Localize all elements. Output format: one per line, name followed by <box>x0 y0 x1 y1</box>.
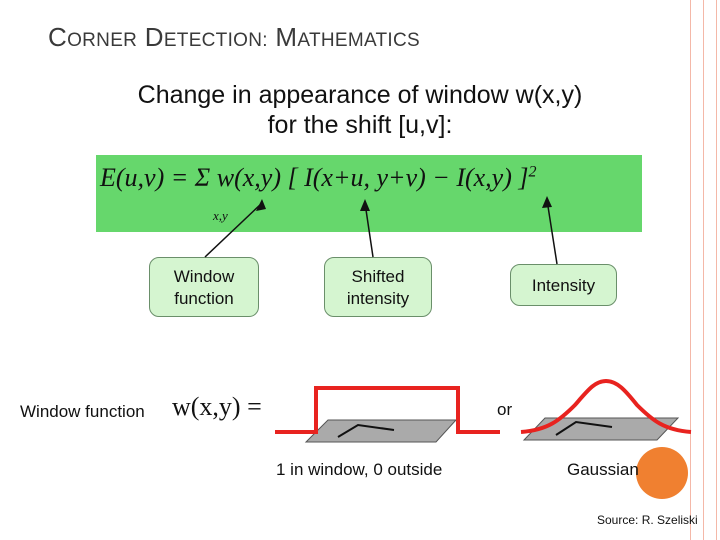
pointer-window <box>205 203 262 257</box>
equation-text: E(u,v) = Σ w(x,y) [ I(x+u, y+v) − I(x,y) ] <box>100 163 529 192</box>
bubble-label: Window <box>173 267 235 286</box>
source-credit: Source: R. Szeliski <box>597 513 698 527</box>
arrowhead-shifted <box>360 199 370 211</box>
box-window-plane <box>306 420 456 442</box>
window-function-label: Window function <box>20 402 145 421</box>
gaussian-caption: Gaussian <box>567 460 639 479</box>
arrowhead-window <box>256 199 266 211</box>
bubble-label: function <box>174 289 234 308</box>
bubble-label: Shifted <box>351 267 405 286</box>
subtitle-line-2: for the shift [u,v]: <box>267 111 453 139</box>
pointer-intensity <box>547 200 557 264</box>
bubble-label: intensity <box>346 289 410 308</box>
pointer-shifted <box>365 203 373 257</box>
bubble-label: Intensity <box>531 276 596 295</box>
or-label: or <box>497 400 513 419</box>
box-window-caption: 1 in window, 0 outside <box>276 460 443 479</box>
slide-title: CORNER DETECTION: MATHEMATICS <box>48 22 421 52</box>
accent-dot <box>636 447 688 499</box>
subtitle-line-1: Change in appearance of window w(x,y) <box>137 81 583 109</box>
equation-exponent: 2 <box>528 163 537 181</box>
arrowhead-intensity <box>542 196 552 208</box>
sum-index: x,y <box>213 208 228 223</box>
window-function-math: w(x,y) = <box>172 392 262 421</box>
